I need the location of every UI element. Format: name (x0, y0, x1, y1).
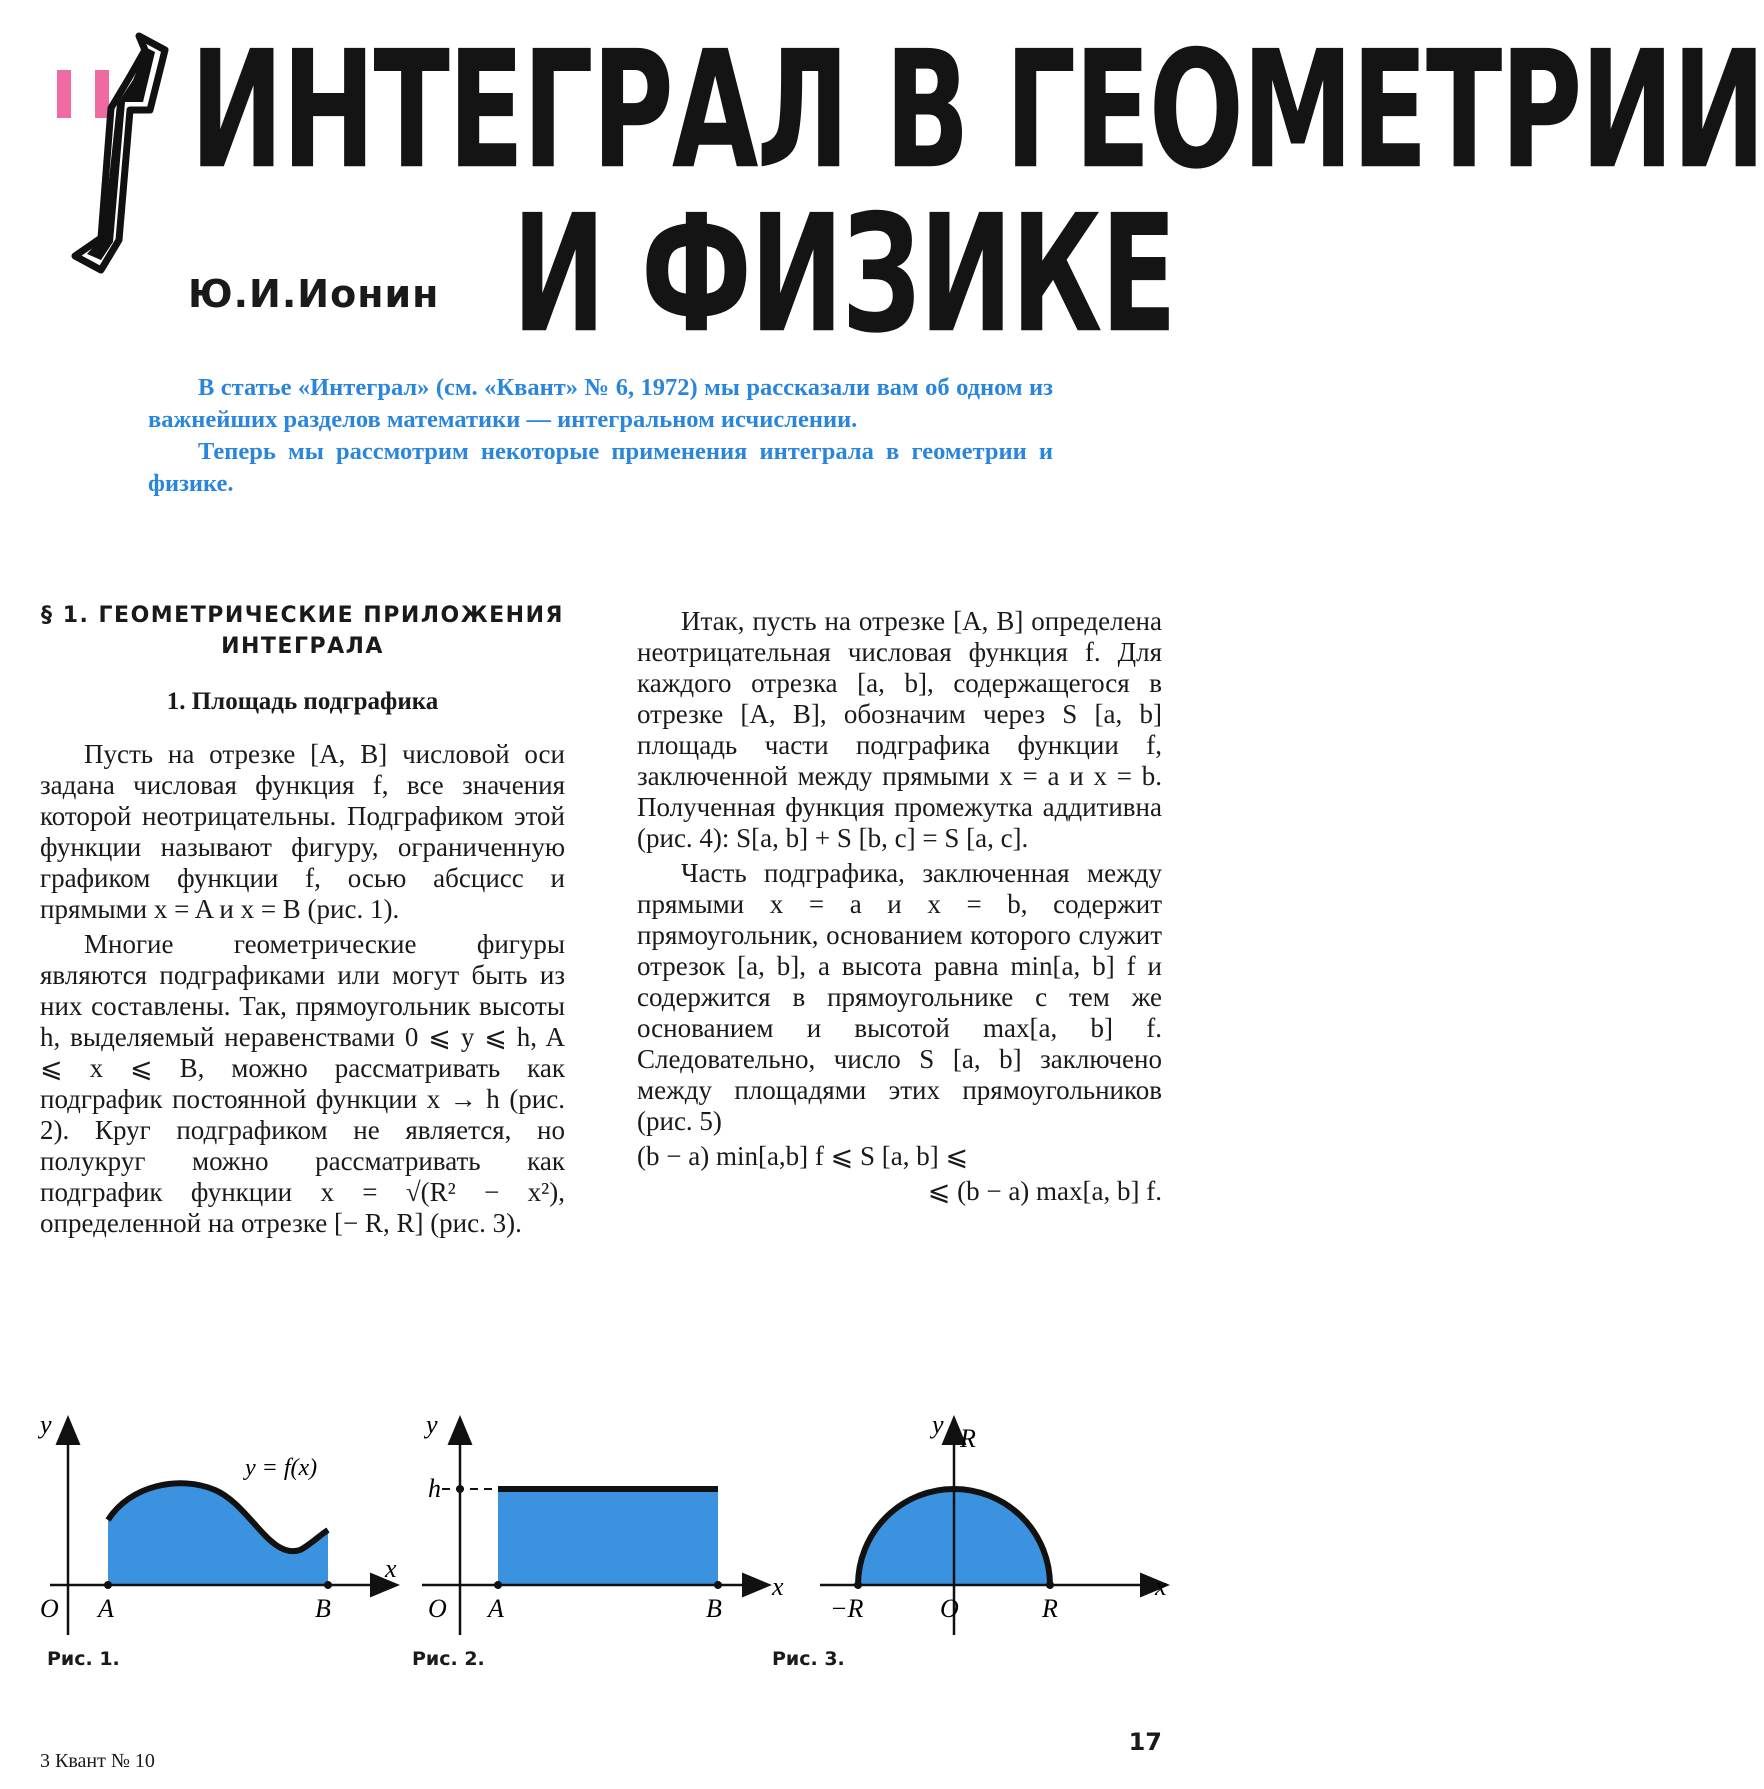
figure-1-caption: Рис. 1. (47, 1648, 120, 1670)
height-label: h (428, 1474, 441, 1503)
figure-2 (412, 1405, 782, 1645)
footer-issue: 3 Квант № 10 (40, 1750, 155, 1772)
curve-label: y = f(x) (245, 1455, 318, 1481)
origin-label: O (40, 1594, 59, 1623)
figure-1 (40, 1405, 410, 1645)
axis-label-x: x (772, 1572, 784, 1601)
subsection-heading: 1. Площадь подграфика (166, 688, 439, 715)
body-paragraph: Часть подграфика, заключенная между прямыми x = a и x = b, содержит прямоугольник, основанием которого служит отрезок [a, b], а высота равна min[a, b] f и содержится в прямоугольнике с тем же основанием и высотой max[a, b] f. Следовательно, число S [a, b] заключено между площадями этих прямоугольников (рис. 5) (637, 858, 1162, 1136)
title-line-1: ИНТЕГРАЛ В ГЕОМЕТРИИ (190, 16, 1764, 206)
right-column (637, 606, 1162, 1211)
figure-2-caption: Рис. 2. (412, 1648, 485, 1670)
origin-label: O (940, 1594, 959, 1623)
point-h (456, 1485, 464, 1493)
origin-label: O (428, 1594, 447, 1623)
axis-label-y: y (40, 1410, 52, 1439)
axis-label-x: x (1155, 1572, 1167, 1601)
point-a (494, 1581, 502, 1589)
point-minus-r (854, 1581, 862, 1589)
body-paragraph: Пусть на отрезке [A, B] числовой оси задана числовая функция f, все значения которой неотрицательны. Подграфиком этой функции называют фигуру, ограниченную графиком функции f, осью абсцисс и прямыми x = A и x = B (рис. 1). (40, 739, 565, 924)
figure-3 (810, 1405, 1180, 1645)
body-paragraph: Многие геометрические фигуры являются подграфиками или могут быть из них составлены. Так, прямоугольник высоты h, выделяемый неравенствами 0 ⩽ y ⩽ h, A ⩽ x ⩽ B, можно рассматривать как подграфик постоянной функции x → h (рис. 2). Круг подграфиком не является, но полукруг можно рассматривать как подграфик функции x = √(R² − x²), определенной на отрезке [− R, R] (рис. 3). (40, 929, 565, 1238)
subgraph-area (108, 1483, 328, 1585)
lead-text-2: Теперь мы рассмотрим некоторые применения интеграла в геометрии и физике. (148, 438, 1053, 497)
author-name: Ю.И.Ионин (188, 272, 440, 316)
point-b (324, 1581, 332, 1589)
point-label-b: B (315, 1594, 331, 1623)
point-label-a: A (488, 1594, 504, 1623)
point-b (714, 1581, 722, 1589)
figure-3-caption: Рис. 3. (772, 1648, 845, 1670)
accent-bar-right (95, 70, 109, 118)
top-label: R (960, 1424, 976, 1453)
point-a (104, 1581, 112, 1589)
subgraph-rectangle (498, 1489, 718, 1585)
page-number: 17 (1128, 1728, 1162, 1756)
point-r (1046, 1581, 1054, 1589)
integral-sign-icon (55, 30, 170, 330)
lead-text-1: В статье «Интеграл» (см. «Квант» № 6, 1972) мы рассказали вам об одном из важнейших разделов математики — интегральном исчислении. (148, 374, 1053, 433)
point-label-r: R (1042, 1594, 1058, 1623)
point-label-b: B (706, 1594, 722, 1623)
axis-label-y: y (932, 1410, 944, 1439)
body-paragraph: Итак, пусть на отрезке [A, B] определена неотрицательная числовая функция f. Для каждого отрезка [a, b], содержащегося в отрезке [A, B], обозначим через S [a, b] площадь части подграфика функции f, заключенной между прямыми x = a и x = b. Полученная функция промежутка аддитивна (рис. 4): S[a, b] + S [b, c] = S [a, c]. (637, 606, 1162, 853)
point-label-minus-r: −R (830, 1594, 864, 1623)
inequality-line-2: ⩽ (b − a) max[a, b] f. (927, 1176, 1162, 1206)
left-column (40, 600, 565, 1243)
axis-label-y: y (426, 1410, 438, 1439)
article-title (190, 16, 1764, 370)
section-heading: § 1. ГЕОМЕТРИЧЕСКИЕ ПРИЛОЖЕНИЯ ИНТЕГРАЛА (41, 603, 564, 659)
accent-bar-left (57, 70, 71, 118)
inequality-line-1: (b − a) min[a,b] f ⩽ S [a, b] ⩽ (637, 1141, 969, 1171)
lead-paragraph (148, 372, 1053, 500)
title-line-2: И ФИЗИКЕ (512, 180, 1175, 370)
axis-label-x: x (385, 1554, 397, 1583)
point-label-a: A (98, 1594, 114, 1623)
